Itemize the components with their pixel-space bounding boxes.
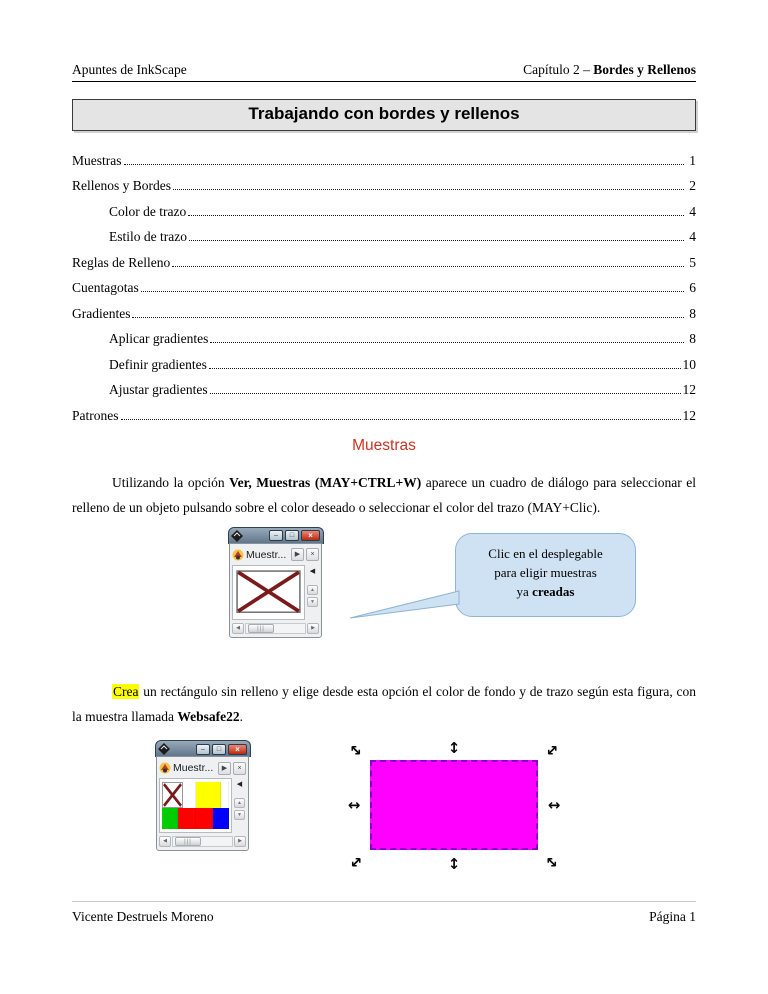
- toc-label: Gradientes: [72, 305, 131, 321]
- toc-page-number: 8: [689, 331, 696, 346]
- toc-item: [72, 245, 696, 271]
- toc-label: Color de trazo: [109, 203, 187, 219]
- toc-item: [72, 220, 696, 246]
- scroll-up-button[interactable]: ▲: [307, 585, 318, 595]
- highlight-crea: Crea: [113, 683, 139, 699]
- toc-page-number: 4: [689, 229, 696, 244]
- toc-item: [72, 398, 696, 424]
- dock-title: Muestr...: [246, 548, 287, 561]
- dock-title: Muestr...: [173, 762, 214, 775]
- palette-row: [162, 808, 229, 829]
- toc-page-number: 12: [682, 382, 696, 397]
- horizontal-scrollbar[interactable]: [159, 835, 246, 848]
- palette-cell[interactable]: [183, 782, 196, 808]
- window-titlebar[interactable]: [155, 740, 251, 757]
- scroll-left-button[interactable]: ◀: [232, 623, 244, 634]
- muestras-dock-panel: [229, 543, 322, 638]
- magenta-rectangle[interactable]: [370, 760, 538, 850]
- toc-page-number: 5: [689, 254, 696, 270]
- palette-cell[interactable]: [196, 808, 214, 829]
- muestras-window: [228, 527, 324, 632]
- figure-muestras-dialog: [72, 527, 696, 664]
- toc-item: [72, 143, 696, 169]
- toc-item: [72, 347, 696, 373]
- palette-area: [159, 778, 232, 833]
- scroll-right-button[interactable]: ▶: [307, 623, 319, 634]
- toc-leader: [172, 266, 684, 267]
- dock-close-button[interactable]: ×: [306, 548, 319, 561]
- toc-leader: [132, 317, 684, 318]
- callout-tail: [350, 590, 460, 622]
- scroll-down-button[interactable]: ▼: [307, 597, 318, 607]
- bold-websafe22: Websafe22: [177, 709, 240, 725]
- toc-label: Aplicar gradientes: [109, 331, 209, 346]
- toc-leader: [210, 342, 684, 343]
- doc-footer: [72, 901, 696, 925]
- expand-button[interactable]: ▶: [218, 762, 231, 775]
- scale-handle-nw[interactable]: ↔: [345, 739, 367, 762]
- toc-item: [72, 322, 696, 348]
- muestras-dock-panel: [156, 756, 249, 851]
- toc-label: Ajustar gradientes: [109, 382, 208, 397]
- palette-menu-arrow[interactable]: ◀: [309, 567, 316, 575]
- selected-rectangle-group: [340, 740, 572, 876]
- toc-page-number: 8: [689, 305, 696, 321]
- toc-page-number: 1: [689, 152, 696, 168]
- callout-line: para eligir muestras: [494, 564, 597, 580]
- toc-page-number: 6: [689, 280, 696, 295]
- horizontal-scrollbar[interactable]: [232, 622, 319, 635]
- scale-handle-ne[interactable]: ↔: [541, 739, 563, 762]
- scroll-rail: [306, 565, 319, 620]
- palette-cell[interactable]: [162, 808, 178, 829]
- expand-button[interactable]: ▶: [291, 548, 304, 561]
- maximize-button[interactable]: □: [212, 744, 226, 755]
- toc-leader: [124, 164, 685, 165]
- header-chapter: Capítulo 2 – Bordes y Rellenos: [523, 62, 696, 77]
- toc-item: [72, 271, 696, 297]
- scale-handle-n[interactable]: ↕: [447, 739, 461, 758]
- scroll-right-button[interactable]: ▶: [234, 836, 246, 847]
- scroll-rail: [233, 778, 246, 833]
- toc-label: Rellenos y Bordes: [72, 178, 171, 193]
- dock-header: [159, 759, 246, 777]
- minimize-button[interactable]: –: [196, 744, 210, 755]
- minimize-button[interactable]: –: [269, 530, 283, 541]
- toc-label: Muestras: [72, 152, 122, 168]
- toc-item: [72, 169, 696, 195]
- doc-header: [72, 62, 696, 82]
- dock-body: [232, 565, 319, 620]
- scroll-up-button[interactable]: ▲: [234, 798, 245, 808]
- scrollbar-track[interactable]: [245, 623, 306, 634]
- toc-label: Definir gradientes: [109, 356, 207, 372]
- dock-body: [159, 778, 246, 833]
- inkscape-icon: [231, 530, 243, 542]
- scale-handle-sw[interactable]: ↔: [345, 851, 367, 874]
- color-palette: [162, 782, 229, 829]
- scale-handle-w[interactable]: ↔: [347, 796, 361, 815]
- callout-line: ya creadas: [516, 583, 575, 599]
- figure-palette-and-rectangle: [72, 738, 696, 879]
- scroll-down-button[interactable]: ▼: [234, 810, 245, 820]
- page-title: Trabajando con bordes y rellenos: [72, 99, 696, 131]
- footer-author: Vicente Destruels Moreno: [72, 909, 214, 924]
- scale-handle-se[interactable]: ↔: [541, 851, 563, 874]
- toc-leader: [141, 291, 684, 292]
- toc-item: [72, 296, 696, 322]
- inkscape-icon: [159, 762, 171, 774]
- muestras-window-palette: [155, 740, 251, 846]
- inkscape-icon: [158, 743, 170, 755]
- palette-menu-arrow[interactable]: ◀: [236, 781, 243, 789]
- scale-handle-e[interactable]: ↔: [547, 796, 561, 815]
- toc-label: Reglas de Relleno: [72, 254, 171, 270]
- no-color-swatch[interactable]: [236, 570, 301, 613]
- close-button[interactable]: ×: [301, 530, 320, 541]
- toc-leader: [210, 393, 681, 394]
- palette-row: [162, 782, 229, 808]
- toc-page-number: 12: [682, 407, 696, 423]
- scrollbar-thumb[interactable]: |||: [175, 837, 201, 846]
- toc-leader: [121, 419, 681, 420]
- inkscape-icon: [232, 549, 244, 561]
- maximize-button[interactable]: □: [285, 530, 299, 541]
- palette-cell[interactable]: [178, 808, 196, 829]
- toc-page-number: 2: [689, 178, 696, 193]
- toc-item: [72, 194, 696, 220]
- paragraph-crea: Crea un rectángulo sin relleno y elige desde esta opción el color de fondo y de trazo según esta figura, con la muestra llamada Websafe22.: [72, 683, 696, 725]
- header-left: Apuntes de InkScape: [72, 62, 187, 77]
- palette-cell[interactable]: [196, 782, 221, 808]
- callout-bubble: [455, 533, 636, 617]
- table-of-contents: [72, 143, 696, 424]
- toc-leader: [173, 189, 684, 190]
- toc-label: Estilo de trazo: [109, 229, 187, 244]
- callout-line: Clic en el desplegable: [488, 545, 603, 561]
- toc-leader: [189, 240, 684, 241]
- dock-close-button[interactable]: ×: [233, 762, 246, 775]
- close-button[interactable]: ×: [228, 744, 247, 755]
- palette-cell[interactable]: [221, 782, 229, 808]
- toc-item: [72, 373, 696, 399]
- bold-shortcut: Ver, Muestras (MAY+CTRL+W): [229, 474, 422, 490]
- toc-leader: [188, 215, 684, 216]
- scroll-left-button[interactable]: ◀: [159, 836, 171, 847]
- window-titlebar[interactable]: [228, 527, 324, 544]
- toc-leader: [209, 368, 681, 369]
- dock-header: [232, 546, 319, 564]
- toc-page-number: 4: [689, 203, 696, 219]
- toc-label: Cuentagotas: [72, 280, 139, 295]
- swatch-area: [232, 565, 305, 620]
- no-color-swatch[interactable]: [162, 782, 183, 808]
- scrollbar-track[interactable]: [172, 836, 233, 847]
- scale-handle-s[interactable]: ↕: [447, 855, 461, 874]
- scrollbar-thumb[interactable]: |||: [248, 624, 274, 633]
- paragraph-intro: Utilizando la opción Ver, Muestras (MAY+CTRL+W) aparece un cuadro de diálogo para seleccionar el relleno de un objeto pulsando sobre el color deseado o seleccionar el color del trazo (MAY+Clic).: [72, 474, 696, 515]
- toc-label: Patrones: [72, 407, 119, 423]
- section-heading-muestras: Muestras: [352, 436, 416, 454]
- toc-page-number: 10: [682, 356, 696, 372]
- footer-page-number: Página 1: [649, 909, 696, 924]
- palette-cell[interactable]: [213, 808, 229, 829]
